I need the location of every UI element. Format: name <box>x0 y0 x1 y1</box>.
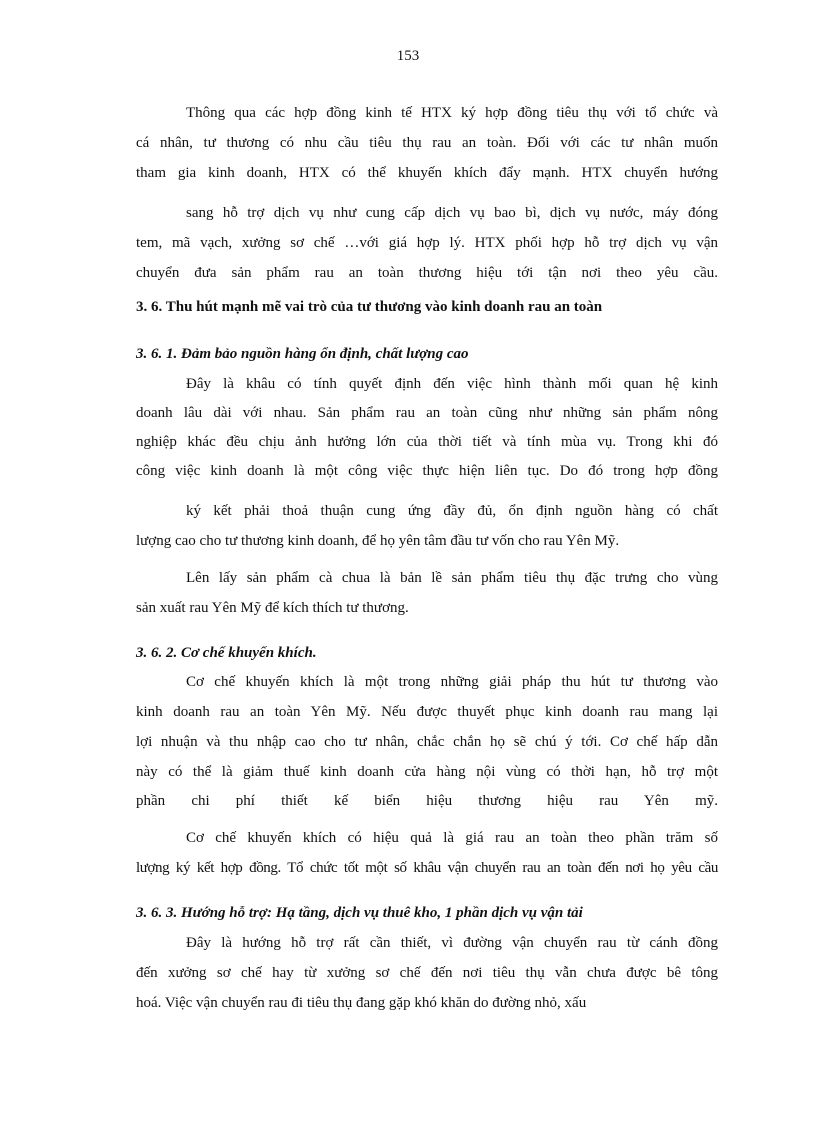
text-line: lượng ký kết hợp đồng. Tổ chức tốt một số khâu vận chuyển rau an toàn đến nơi họ yêu cầu <box>136 860 718 876</box>
text-line: sang hỗ trợ dịch vụ như cung cấp dịch vụ bao bì, dịch vụ nước, máy đóng <box>186 205 718 221</box>
text-line: tem, mã vạch, xưởng sơ chế …với giá hợp lý. HTX phối hợp hỗ trợ dịch vụ vận <box>136 235 718 251</box>
text-line: lượng cao cho tư thương kinh doanh, để họ yên tâm đầu tư vốn cho rau Yên Mỹ. <box>136 533 620 549</box>
text-line: ký kết phải thoả thuận cung ứng đầy đủ, ổn định nguồn hàng có chất <box>186 503 718 519</box>
text-line: Đây là khâu có tính quyết định đến việc hình thành mối quan hệ kinh <box>186 376 718 392</box>
text-line: tham gia kinh doanh, HTX có thể khuyến khích đẩy mạnh. HTX chuyển hướng <box>136 165 718 181</box>
text-line: Lên lấy sản phẩm cà chua là bản lề sản phẩm tiêu thụ đặc trưng cho vùng <box>186 570 718 586</box>
text-line: phần chi phí thiết kế biển hiệu thương hiệu rau Yên mỹ. <box>136 793 718 809</box>
subsection-heading: 3. 6. 3. Hướng hỗ trợ: Hạ tầng, dịch vụ thuê kho, 1 phần dịch vụ vận tải <box>136 905 583 921</box>
text-line: sản xuất rau Yên Mỹ để kích thích tư thương. <box>136 600 409 616</box>
text-line: công việc kinh doanh là một công việc thực hiện liên tục. Do đó trong hợp đồng <box>136 463 718 479</box>
text-line: Đây là hướng hỗ trợ rất cần thiết, vì đường vận chuyển rau từ cánh đồng <box>186 935 718 951</box>
text-line: chuyển đưa sản phẩm rau an toàn thương hiệu tới tận nơi theo yêu cầu. <box>136 265 718 281</box>
text-line: đến xưởng sơ chế hay từ xưởng sơ chế đến nơi tiêu thụ vẫn chưa được bê tông <box>136 965 718 981</box>
text-line: Thông qua các hợp đồng kinh tế HTX ký hợp đồng tiêu thụ với tổ chức và <box>186 105 718 121</box>
text-line: kinh doanh rau an toàn Yên Mỹ. Nếu được thuyết phục kinh doanh rau mang lại <box>136 704 718 720</box>
text-line: doanh lâu dài với nhau. Sản phẩm rau an toàn cũng như những sản phẩm nông <box>136 405 718 421</box>
text-line: Cơ chế khuyến khích có hiệu quả là giá rau an toàn theo phần trăm số <box>186 830 718 846</box>
page-number: 153 <box>396 48 420 64</box>
text-line: hoá. Việc vận chuyển rau đi tiêu thụ đang gặp khó khăn do đường nhỏ, xấu <box>136 995 587 1011</box>
text-line: nghiệp khác đều chịu ảnh hưởng lớn của thời tiết và tính mùa vụ. Trong khi đó <box>136 434 718 450</box>
text-line: lợi nhuận và thu nhập cao cho tư nhân, chắc chắn họ sẽ chú ý tới. Cơ chế hấp dẫn <box>136 734 718 750</box>
section-heading: 3. 6. Thu hút mạnh mẽ vai trò của tư thương vào kinh doanh rau an toàn <box>136 299 603 315</box>
text-line: này có thể là giảm thuế kinh doanh cửa hàng nội vùng có thời hạn, hỗ trợ một <box>136 764 718 780</box>
text-line: cá nhân, tư thương có nhu cầu tiêu thụ rau an toàn. Đối với các tư nhân muốn <box>136 135 718 151</box>
subsection-heading: 3. 6. 1. Đảm bảo nguồn hàng ổn định, chất lượng cao <box>136 346 469 362</box>
subsection-heading: 3. 6. 2. Cơ chế khuyến khích. <box>136 645 317 661</box>
text-line: Cơ chế khuyến khích là một trong những giải pháp thu hút tư thương vào <box>186 674 718 690</box>
